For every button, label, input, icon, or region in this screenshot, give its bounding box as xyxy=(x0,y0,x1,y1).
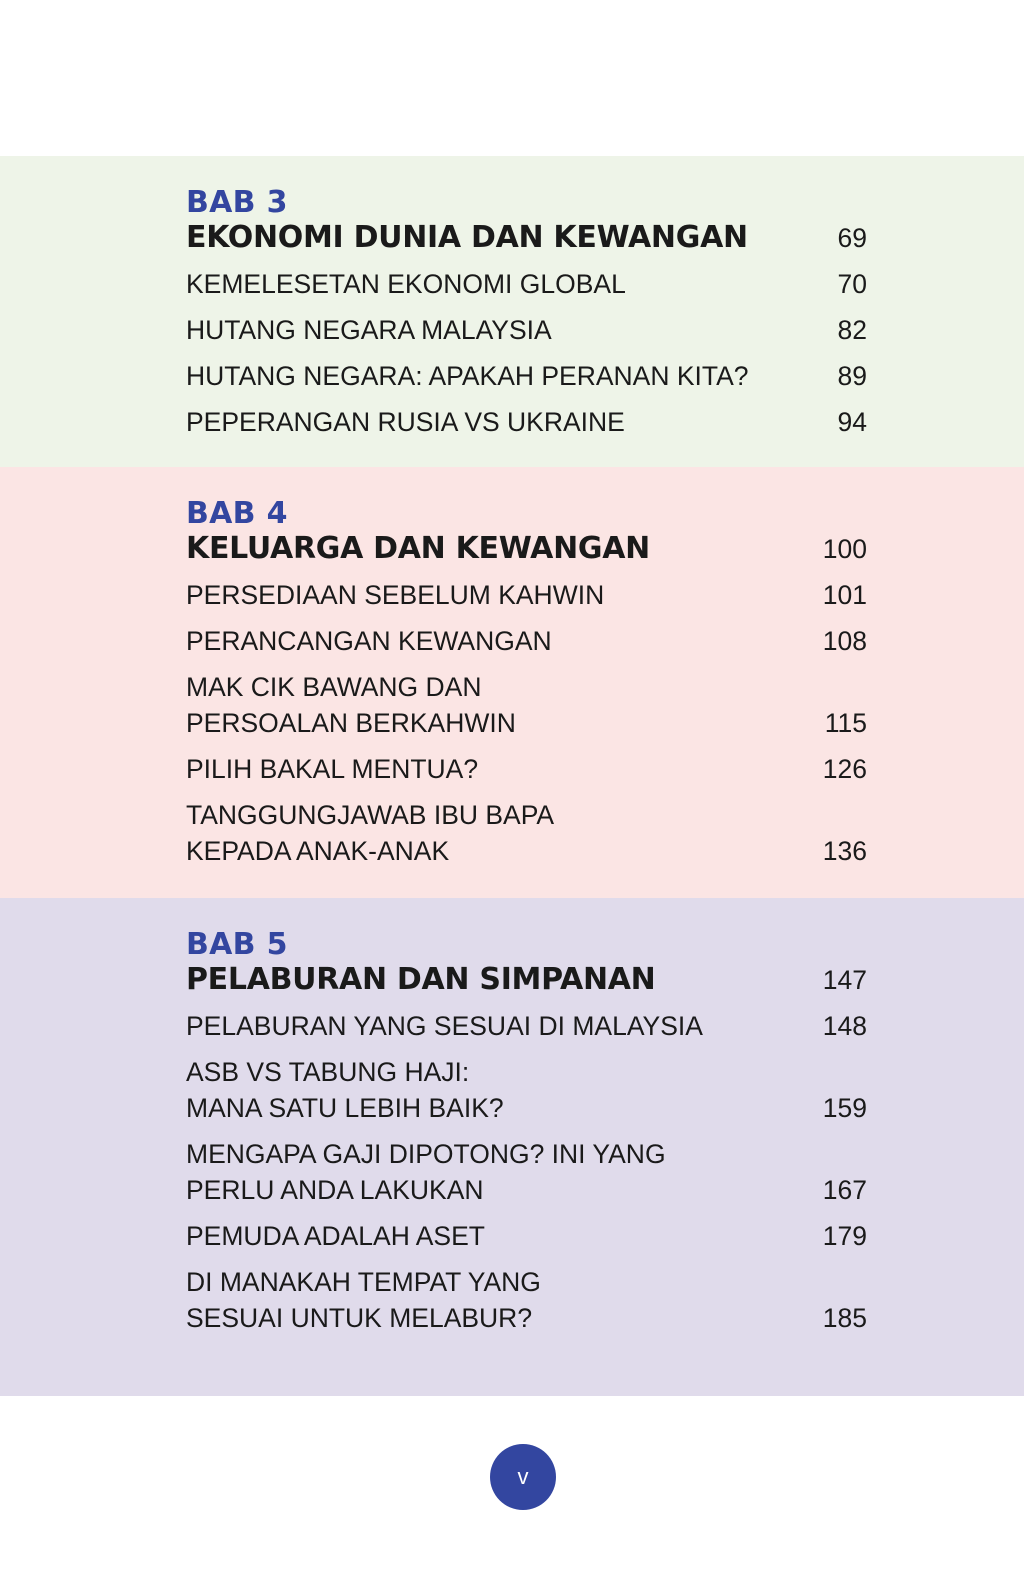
toc-entry-page: 89 xyxy=(837,361,867,391)
toc-entry-title: ASB VS TABUNG HAJI: MANA SATU LEBIH BAIK? xyxy=(186,1057,504,1123)
chapter-page-number: 147 xyxy=(822,965,867,995)
toc-entry[interactable] xyxy=(186,751,867,787)
toc-entry[interactable] xyxy=(186,404,867,440)
toc-entry-page: 115 xyxy=(824,708,867,738)
chapter-page-number: 100 xyxy=(822,534,867,564)
toc-entry-title: MENGAPA GAJI DIPOTONG? INI YANG PERLU ANDA LAKUKAN xyxy=(186,1139,666,1205)
chapter-title: PELABURAN DAN SIMPANAN xyxy=(186,962,656,997)
toc-entry-title: PELABURAN YANG SESUAI DI MALAYSIA xyxy=(186,1011,703,1041)
toc-entry[interactable] xyxy=(186,1218,867,1254)
toc-entry[interactable] xyxy=(186,1054,867,1126)
toc-entry-page: 82 xyxy=(837,315,867,345)
chapter-label: BAB 3 xyxy=(186,185,288,220)
toc-entry-title: PEPERANGAN RUSIA VS UKRAINE xyxy=(186,407,625,437)
toc-entry-page: 136 xyxy=(822,836,867,866)
chapter-section-3 xyxy=(0,156,1024,467)
toc-entry-page: 94 xyxy=(837,407,867,437)
toc-entry-page: 126 xyxy=(822,754,867,784)
toc-entry-title: HUTANG NEGARA MALAYSIA xyxy=(186,315,552,345)
chapter-title-row[interactable] xyxy=(186,962,867,998)
toc-entry-title: PERSEDIAAN SEBELUM KAHWIN xyxy=(186,580,605,610)
toc-entry-page: 108 xyxy=(822,626,867,656)
chapter-section-4 xyxy=(0,467,1024,898)
toc-entry[interactable] xyxy=(186,669,867,741)
chapter-title-row[interactable] xyxy=(186,531,867,567)
chapter-page-number: 69 xyxy=(837,223,867,253)
toc-entry[interactable] xyxy=(186,358,867,394)
toc-entry-title: DI MANAKAH TEMPAT YANG SESUAI UNTUK MELABUR? xyxy=(186,1267,541,1333)
toc-entry-title: HUTANG NEGARA: APAKAH PERANAN KITA? xyxy=(186,361,749,391)
toc-entry[interactable] xyxy=(186,1264,867,1336)
toc-entry[interactable] xyxy=(186,312,867,348)
toc-entry[interactable] xyxy=(186,1136,867,1208)
toc-entry[interactable] xyxy=(186,623,867,659)
toc-entry[interactable] xyxy=(186,266,867,302)
chapter-label: BAB 4 xyxy=(186,496,288,531)
toc-entry[interactable] xyxy=(186,797,867,869)
toc-entry-page: 179 xyxy=(822,1221,867,1251)
chapter-title: KELUARGA DAN KEWANGAN xyxy=(186,531,650,566)
toc-entry[interactable] xyxy=(186,1008,867,1044)
toc-entry-title: PERANCANGAN KEWANGAN xyxy=(186,626,552,656)
toc-entry-page: 159 xyxy=(822,1093,867,1123)
toc-entry-page: 148 xyxy=(822,1011,867,1041)
toc-entry-page: 167 xyxy=(822,1175,867,1205)
page-number-badge: v xyxy=(490,1444,556,1510)
toc-entry-page: 101 xyxy=(822,580,867,610)
chapter-label: BAB 5 xyxy=(186,927,288,962)
chapter-title-row[interactable] xyxy=(186,220,867,256)
toc-entry-page: 70 xyxy=(837,269,867,299)
toc-entry-title: KEMELESETAN EKONOMI GLOBAL xyxy=(186,269,626,299)
toc-entry[interactable] xyxy=(186,577,867,613)
toc-entry-title: PILIH BAKAL MENTUA? xyxy=(186,754,479,784)
chapter-title: EKONOMI DUNIA DAN KEWANGAN xyxy=(186,220,748,255)
toc-entry-title: PEMUDA ADALAH ASET xyxy=(186,1221,485,1251)
toc-entry-title: MAK CIK BAWANG DAN PERSOALAN BERKAHWIN xyxy=(186,672,516,738)
chapter-section-5 xyxy=(0,898,1024,1396)
toc-entry-page: 185 xyxy=(822,1303,867,1333)
toc-entry-title: TANGGUNGJAWAB IBU BAPA KEPADA ANAK-ANAK xyxy=(186,800,555,866)
